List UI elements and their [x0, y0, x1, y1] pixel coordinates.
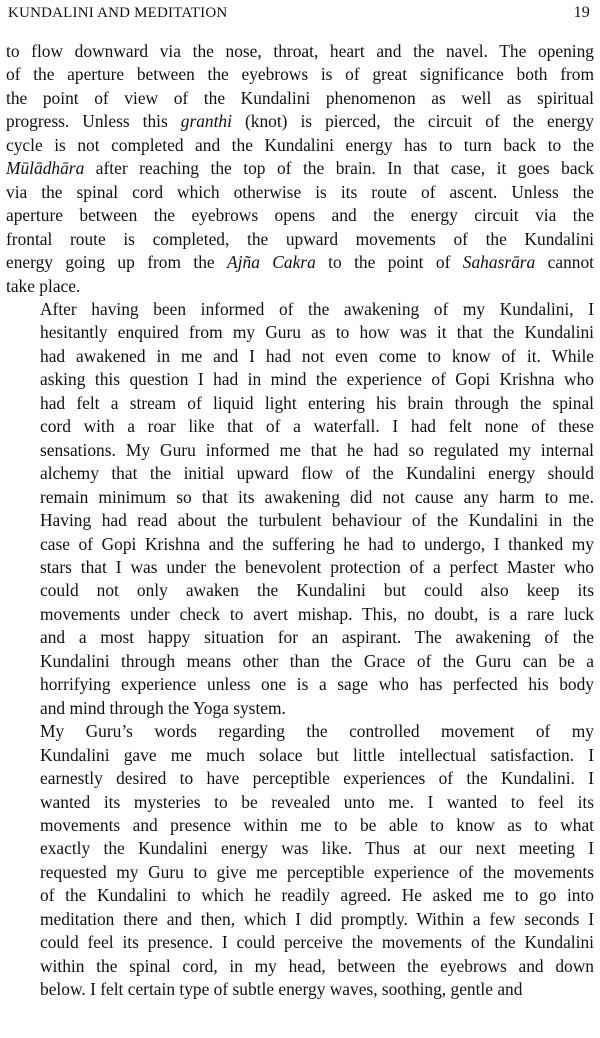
text-line — [6, 134, 594, 157]
text-run: to flow downward via the nose, throat, heart and the navel. The opening — [6, 41, 594, 61]
text-run: cannot — [535, 252, 595, 273]
italic-term: Sahasrāra — [462, 252, 536, 273]
text-line — [6, 767, 594, 790]
italic-term: Ajña Cakra — [227, 252, 316, 273]
italic-term: granthi — [180, 111, 232, 132]
text-run: to the point of — [315, 252, 463, 273]
text-line — [6, 181, 594, 204]
text-run: of the aperture between the eyebrows is of great significance both from — [6, 64, 594, 85]
text-run: case of Gopi Krishna and the suffering he had to undergo, I thanked my — [40, 533, 594, 554]
text-run: within the spinal cord, in my head, between the eyebrows and down — [40, 955, 594, 976]
text-run: Kundalini through means other than the Grace of the Guru can be a — [40, 650, 594, 671]
italic-term: Mūlādhāra — [6, 158, 85, 179]
paragraph — [6, 720, 594, 1001]
text-line — [6, 626, 594, 649]
text-run: movements and presence within me to be able to know as to what — [40, 814, 594, 835]
text-line — [6, 415, 594, 438]
text-line — [6, 110, 594, 133]
text-line — [6, 814, 594, 837]
text-line — [6, 837, 594, 860]
text-run: horrifying experience unless one is a sage who has perfected his body — [40, 674, 594, 695]
text-run: (knot) is pierced, the circuit of the energy — [231, 111, 595, 132]
text-line — [6, 908, 594, 931]
text-run: could feel its presence. I could perceive the movements of the Kundalini — [40, 932, 594, 953]
page-number: 19 — [573, 4, 590, 21]
text-run: via the spinal cord which otherwise is its route of ascent. Unless the — [6, 181, 594, 202]
text-line — [6, 673, 594, 696]
text-run: wanted its mysteries to be revealed unto me. I wanted to feel its — [40, 791, 594, 812]
text-line — [6, 791, 594, 814]
text-line — [6, 533, 594, 556]
text-line — [6, 955, 594, 978]
text-run: My Guru’s words regarding the controlled movement of my — [40, 721, 594, 742]
paragraph — [6, 40, 594, 298]
text-run: had awakened in me and I had not even come to know of it. While — [40, 345, 594, 366]
text-line — [6, 650, 594, 673]
text-line — [6, 228, 594, 251]
text-run: had felt a stream of liquid light entering his brain through the spinal — [40, 392, 594, 413]
text-line — [6, 697, 594, 720]
text-run: frontal route is completed, the upward movements of the Kundalini — [6, 228, 594, 249]
text-run: below. I felt certain type of subtle energy waves, soothing, gentle and — [40, 979, 523, 1000]
text-line — [6, 439, 594, 462]
running-header — [8, 4, 592, 26]
text-line — [6, 392, 594, 415]
text-line — [6, 861, 594, 884]
text-line — [6, 63, 594, 86]
text-run: and mind through the Yoga system. — [40, 697, 286, 718]
text-run: hesitantly enquired from my Guru as to how was it that the Kundalini — [40, 322, 594, 343]
text-line — [6, 556, 594, 579]
text-run: the point of view of the Kundalini phenomenon as well as spiritual — [6, 87, 594, 108]
text-line — [6, 462, 594, 485]
text-run: after reaching the top of the brain. In that case, it goes back — [84, 158, 594, 179]
text-run: take place. — [6, 275, 81, 296]
text-line — [6, 884, 594, 907]
text-run: progress. Unless this — [6, 111, 181, 132]
text-run: energy going up from the — [6, 252, 228, 273]
text-line — [6, 157, 594, 180]
text-line — [6, 368, 594, 391]
text-run: exactly the Kundalini energy was like. Thus at our next meeting I — [40, 838, 594, 859]
text-line — [6, 931, 594, 954]
paragraph — [6, 298, 594, 720]
text-run: movements under check to avert mishap. This, no doubt, is a rare luck — [40, 603, 594, 624]
text-run: Kundalini gave me much solace but little intellectual satisfaction. I — [40, 744, 594, 765]
text-line — [6, 978, 594, 1001]
text-line — [6, 204, 594, 227]
text-line — [6, 509, 594, 532]
text-run: aperture between the eyebrows opens and the energy circuit via the — [6, 205, 594, 226]
text-run: cord with a roar like that of a waterfall. I had felt none of these — [40, 416, 594, 437]
body-text — [6, 40, 594, 1002]
text-run: remain minimum so that its awakening did not cause any harm to me. — [40, 486, 594, 507]
text-line — [6, 251, 594, 274]
text-run: alchemy that the initial upward flow of the Kundalini energy should — [40, 463, 594, 484]
text-run: could not only awaken the Kundalini but could also keep its — [40, 580, 594, 601]
text-line — [6, 275, 594, 298]
text-run: of the Kundalini to which he readily agreed. He asked me to go into — [40, 885, 594, 906]
text-line — [6, 87, 594, 110]
text-line — [6, 298, 594, 321]
text-run: After having been informed of the awakening of my Kundalini, I — [40, 298, 594, 319]
text-run: meditation there and then, which I did promptly. Within a few seconds I — [40, 908, 594, 929]
text-run: cycle is not completed and the Kundalini energy has to turn back to the — [6, 134, 594, 155]
text-line — [6, 720, 594, 743]
text-run: earnestly desired to have perceptible experiences of the Kundalini. I — [40, 768, 594, 789]
text-run: stars that I was under the benevolent protection of a perfect Master who — [40, 556, 594, 577]
text-line — [6, 40, 594, 63]
text-line — [6, 321, 594, 344]
text-run: asking this question I had in mind the experience of Gopi Krishna who — [40, 369, 594, 390]
running-title: KUNDALINI AND MEDITATION — [8, 5, 228, 21]
text-line — [6, 345, 594, 368]
text-run: Having had read about the turbulent behaviour of the Kundalini in the — [40, 510, 594, 531]
text-run: sensations. My Guru informed me that he had so regulated my internal — [40, 439, 594, 460]
text-line — [6, 603, 594, 626]
text-line — [6, 486, 594, 509]
text-line — [6, 579, 594, 602]
text-line — [6, 744, 594, 767]
text-run: and a most happy situation for an aspirant. The awakening of the — [40, 627, 594, 648]
text-run: requested my Guru to give me perceptible experience of the movements — [40, 861, 594, 882]
